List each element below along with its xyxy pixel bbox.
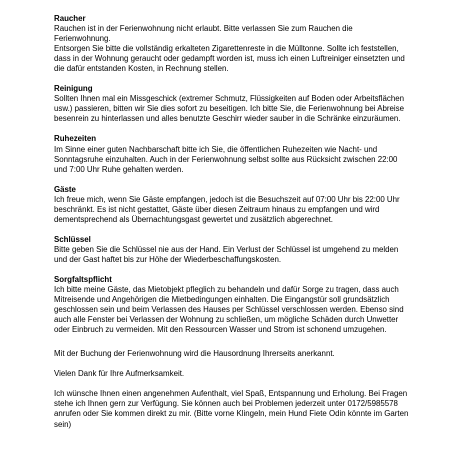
section-paragraph: Ich freue mich, wenn Sie Gäste empfangen, jedoch ist die Besuchszeit auf 07:00 Uhr bis 22:00 Uhr beschränkt. Es ist nicht gestattet, Gäste über diesen Zeitraum hinaus zu empfangen und wird dementsprechend als Übernachtungsgast gewertet und zusätzlich abgerechnet. — [54, 194, 400, 224]
section-paragraph: Entsorgen Sie bitte die vollständig erkalteten Zigarettenreste in die Mülltonne. Sollte ich feststellen, dass in der Wohnung geraucht oder gedampft worden ist, muss ich einen Luftreiniger einsetzten und die dafür entstanden Kosten, in Rechnung stellen. — [54, 44, 405, 74]
section-paragraph: Im Sinne einer guten Nachbarschaft bitte ich Sie, die öffentlichen Ruhezeiten wie Nacht- und Sonntagsruhe einzuhalten. Auch in der Ferienwohnung selbst sollte aus Rücksicht zwischen 22:00 und 7:00 Uhr Ruhe gehalten werden. — [54, 144, 398, 174]
contact-note: Ich wünsche Ihnen einen angenehmen Aufenthalt, viel Spaß, Entspannung und Erholung. Bei Fragen stehe ich Ihnen gern zur Verfügung. Sie können auch bei Problemen jederzeit unter 0172/5985578 anrufen oder Sie kommen direkt zu mir. (Bitte vorne Klingeln, mein Hund Fiete Odin könnte im Garten sein) — [54, 389, 409, 429]
closing-remarks — [54, 349, 410, 429]
section-paragraph: Sollten Ihnen mal ein Missgeschick (extremer Schmutz, Flüssigkeiten auf Boden oder Arbeitsflächen usw.) passieren, bitten wir Sie dies sofort zu beseitigen. Ich bitte Sie, die Ferienwohnung bei Abreise besenrein zu hinterlassen und alles benutzte Geschirr wieder sauber in die Schränke einzuräumen. — [54, 94, 405, 124]
section-paragraph: Ich bitte meine Gäste, das Mietobjekt pfleglich zu behandeln und dafür Sorge zu tragen, dass auch Mitreisende und Angehörigen die Mietbedingungen einhalten. Die Eingangstür soll grundsätzlich geschlossen sein und beim Verlassen des Hauses per Schlüssel verschlossen werden. Ebenso sind auch alle Fenster bei Verlassen der Wohnung zu schließen, um mögliche Schäden durch Unwetter oder Einbruch zu vermeiden. Mit den Ressourcen Wasser und Strom ist schonend umzugehen. — [54, 285, 404, 335]
section-duty-of-care — [54, 275, 410, 335]
section-heading: Sorgfaltspflicht — [54, 274, 112, 284]
section-smoking — [54, 14, 410, 74]
section-heading: Reinigung — [54, 84, 93, 94]
section-heading: Gäste — [54, 184, 76, 194]
section-paragraph: Rauchen ist in der Ferienwohnung nicht erlaubt. Bitte verlassen Sie zum Rauchen die Ferienwohnung. — [54, 24, 353, 44]
section-heading: Raucher — [54, 14, 86, 23]
acceptance-note: Mit der Buchung der Ferienwohnung wird die Hausordnung Ihrerseits anerkannt. — [54, 349, 335, 359]
section-quiet-hours — [54, 134, 410, 174]
section-cleaning — [54, 84, 410, 124]
section-paragraph: Bitte geben Sie die Schlüssel nie aus der Hand. Ein Verlust der Schlüssel ist umgehend zu melden und der Gast haftet bis zur Höhe der Wiederbeschaffungskosten. — [54, 244, 399, 264]
section-heading: Ruhezeiten — [54, 134, 97, 144]
section-keys — [54, 235, 410, 265]
thank-you-note: Vielen Dank für Ihre Aufmerksamkeit. — [54, 369, 185, 379]
section-guests — [54, 185, 410, 225]
section-heading: Schlüssel — [54, 234, 91, 244]
